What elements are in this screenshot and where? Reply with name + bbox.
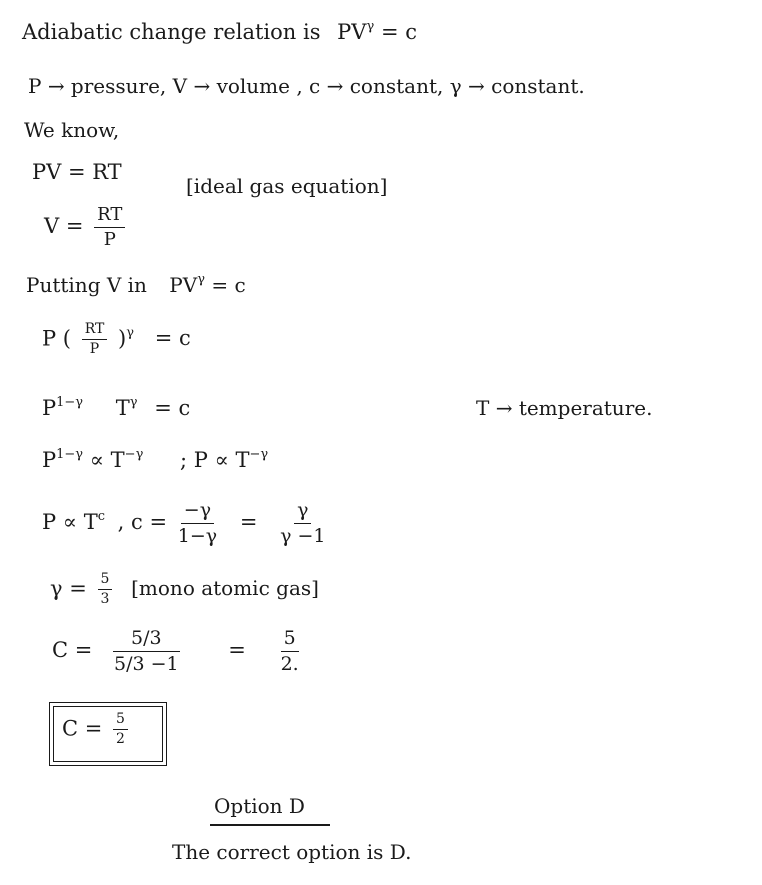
- ideal-gas-note-text: [ideal gas equation]: [186, 174, 388, 198]
- we-know-text: We know,: [24, 118, 120, 142]
- exponent: γ: [366, 19, 375, 34]
- gamma-num: 5: [98, 572, 113, 590]
- proportional-line: [42, 447, 269, 472]
- exp-eq: =: [239, 509, 258, 534]
- sub-p: P (: [42, 326, 71, 351]
- sub-exp: γ: [126, 325, 134, 341]
- volume-num: RT: [94, 205, 125, 228]
- simp-pexp: 1−γ: [56, 395, 84, 410]
- temperature-note: [476, 398, 652, 418]
- prop-sepexp: −γ: [249, 447, 269, 462]
- answer-fraction: [113, 712, 128, 748]
- simp-rhs: = c: [154, 396, 191, 420]
- cval-eq: =: [228, 637, 246, 662]
- option-heading: [214, 796, 305, 816]
- cval-frac2: [281, 628, 299, 675]
- ideal-gas-eq: PV = RT: [32, 160, 122, 184]
- rhs: = c: [380, 20, 417, 44]
- final-line: [172, 842, 411, 862]
- putting-formula: PV: [169, 273, 198, 297]
- sub-rhs: = c: [154, 326, 191, 351]
- cval-den2: 2.: [280, 652, 299, 675]
- exp-frac1: [178, 500, 217, 547]
- putting-rhs: = c: [211, 273, 246, 297]
- definitions-text: P → pressure, V → volume , c → constant, γ → constant.: [28, 74, 585, 98]
- sub-close: ): [118, 326, 127, 351]
- ideal-gas-line: [32, 162, 122, 183]
- option-underline: [210, 824, 330, 826]
- simp-texp: γ: [129, 395, 138, 410]
- cval-num1: 5/3: [113, 628, 180, 652]
- we-know-line: [24, 120, 119, 140]
- exp-num1: −γ: [181, 500, 214, 524]
- simp-p: P: [42, 396, 57, 420]
- final-text: The correct option is D.: [172, 840, 412, 864]
- cval-den1: 5/3 −1: [114, 652, 179, 675]
- gamma-note: [mono atomic gas]: [131, 576, 319, 601]
- cval-lhs: C =: [52, 637, 93, 662]
- cval-num2: 5: [281, 628, 299, 652]
- sub-num: RT: [82, 322, 108, 340]
- answer-lhs: C =: [62, 716, 103, 741]
- sub-fraction: [82, 322, 108, 358]
- c-value-line: [52, 628, 303, 675]
- gamma-fraction: [98, 572, 113, 608]
- exp-ceq: , c =: [117, 509, 168, 534]
- definitions-line: [28, 76, 585, 96]
- option-text: Option D: [214, 794, 305, 818]
- ideal-gas-note: [186, 176, 387, 196]
- simp-t: T: [115, 396, 130, 420]
- prop-pexp: 1−γ: [56, 447, 84, 462]
- answer-den: 2: [116, 731, 125, 748]
- exp-lhs: P ∝ T: [42, 509, 98, 534]
- substitution-line: [42, 322, 191, 358]
- prop-texp: −γ: [124, 447, 144, 462]
- volume-fraction: [94, 205, 125, 250]
- formula-pv: PV: [337, 20, 367, 44]
- exponent-line: [42, 500, 330, 547]
- gamma-lhs: γ =: [50, 576, 87, 601]
- gamma-den: 3: [100, 591, 110, 608]
- answer-line: [62, 712, 132, 748]
- gamma-line: [50, 572, 319, 608]
- exp-c: c: [97, 508, 105, 524]
- exp-den2: γ −1: [280, 524, 326, 547]
- temperature-note-text: T → temperature.: [476, 396, 653, 420]
- exp-den1: 1−γ: [177, 524, 218, 547]
- volume-line: [44, 205, 129, 250]
- sub-den: P: [89, 341, 100, 358]
- putting-text: Putting V in: [26, 273, 147, 297]
- exp-frac2: [280, 500, 325, 547]
- answer-num: 5: [113, 712, 128, 730]
- putting-exp: γ: [197, 272, 205, 287]
- heading-line: [22, 19, 417, 44]
- volume-lhs: V =: [44, 213, 84, 238]
- prop-mid: ∝ T: [89, 448, 125, 472]
- putting-line: [26, 272, 246, 297]
- cval-frac1: [113, 628, 180, 675]
- volume-den: P: [103, 228, 116, 250]
- heading-text: Adiabatic change relation is: [22, 20, 321, 44]
- prop-sep: ; P ∝ T: [180, 448, 250, 472]
- simplified-line: [42, 395, 191, 420]
- exp-num2: γ: [294, 500, 311, 524]
- prop-p: P: [42, 448, 57, 472]
